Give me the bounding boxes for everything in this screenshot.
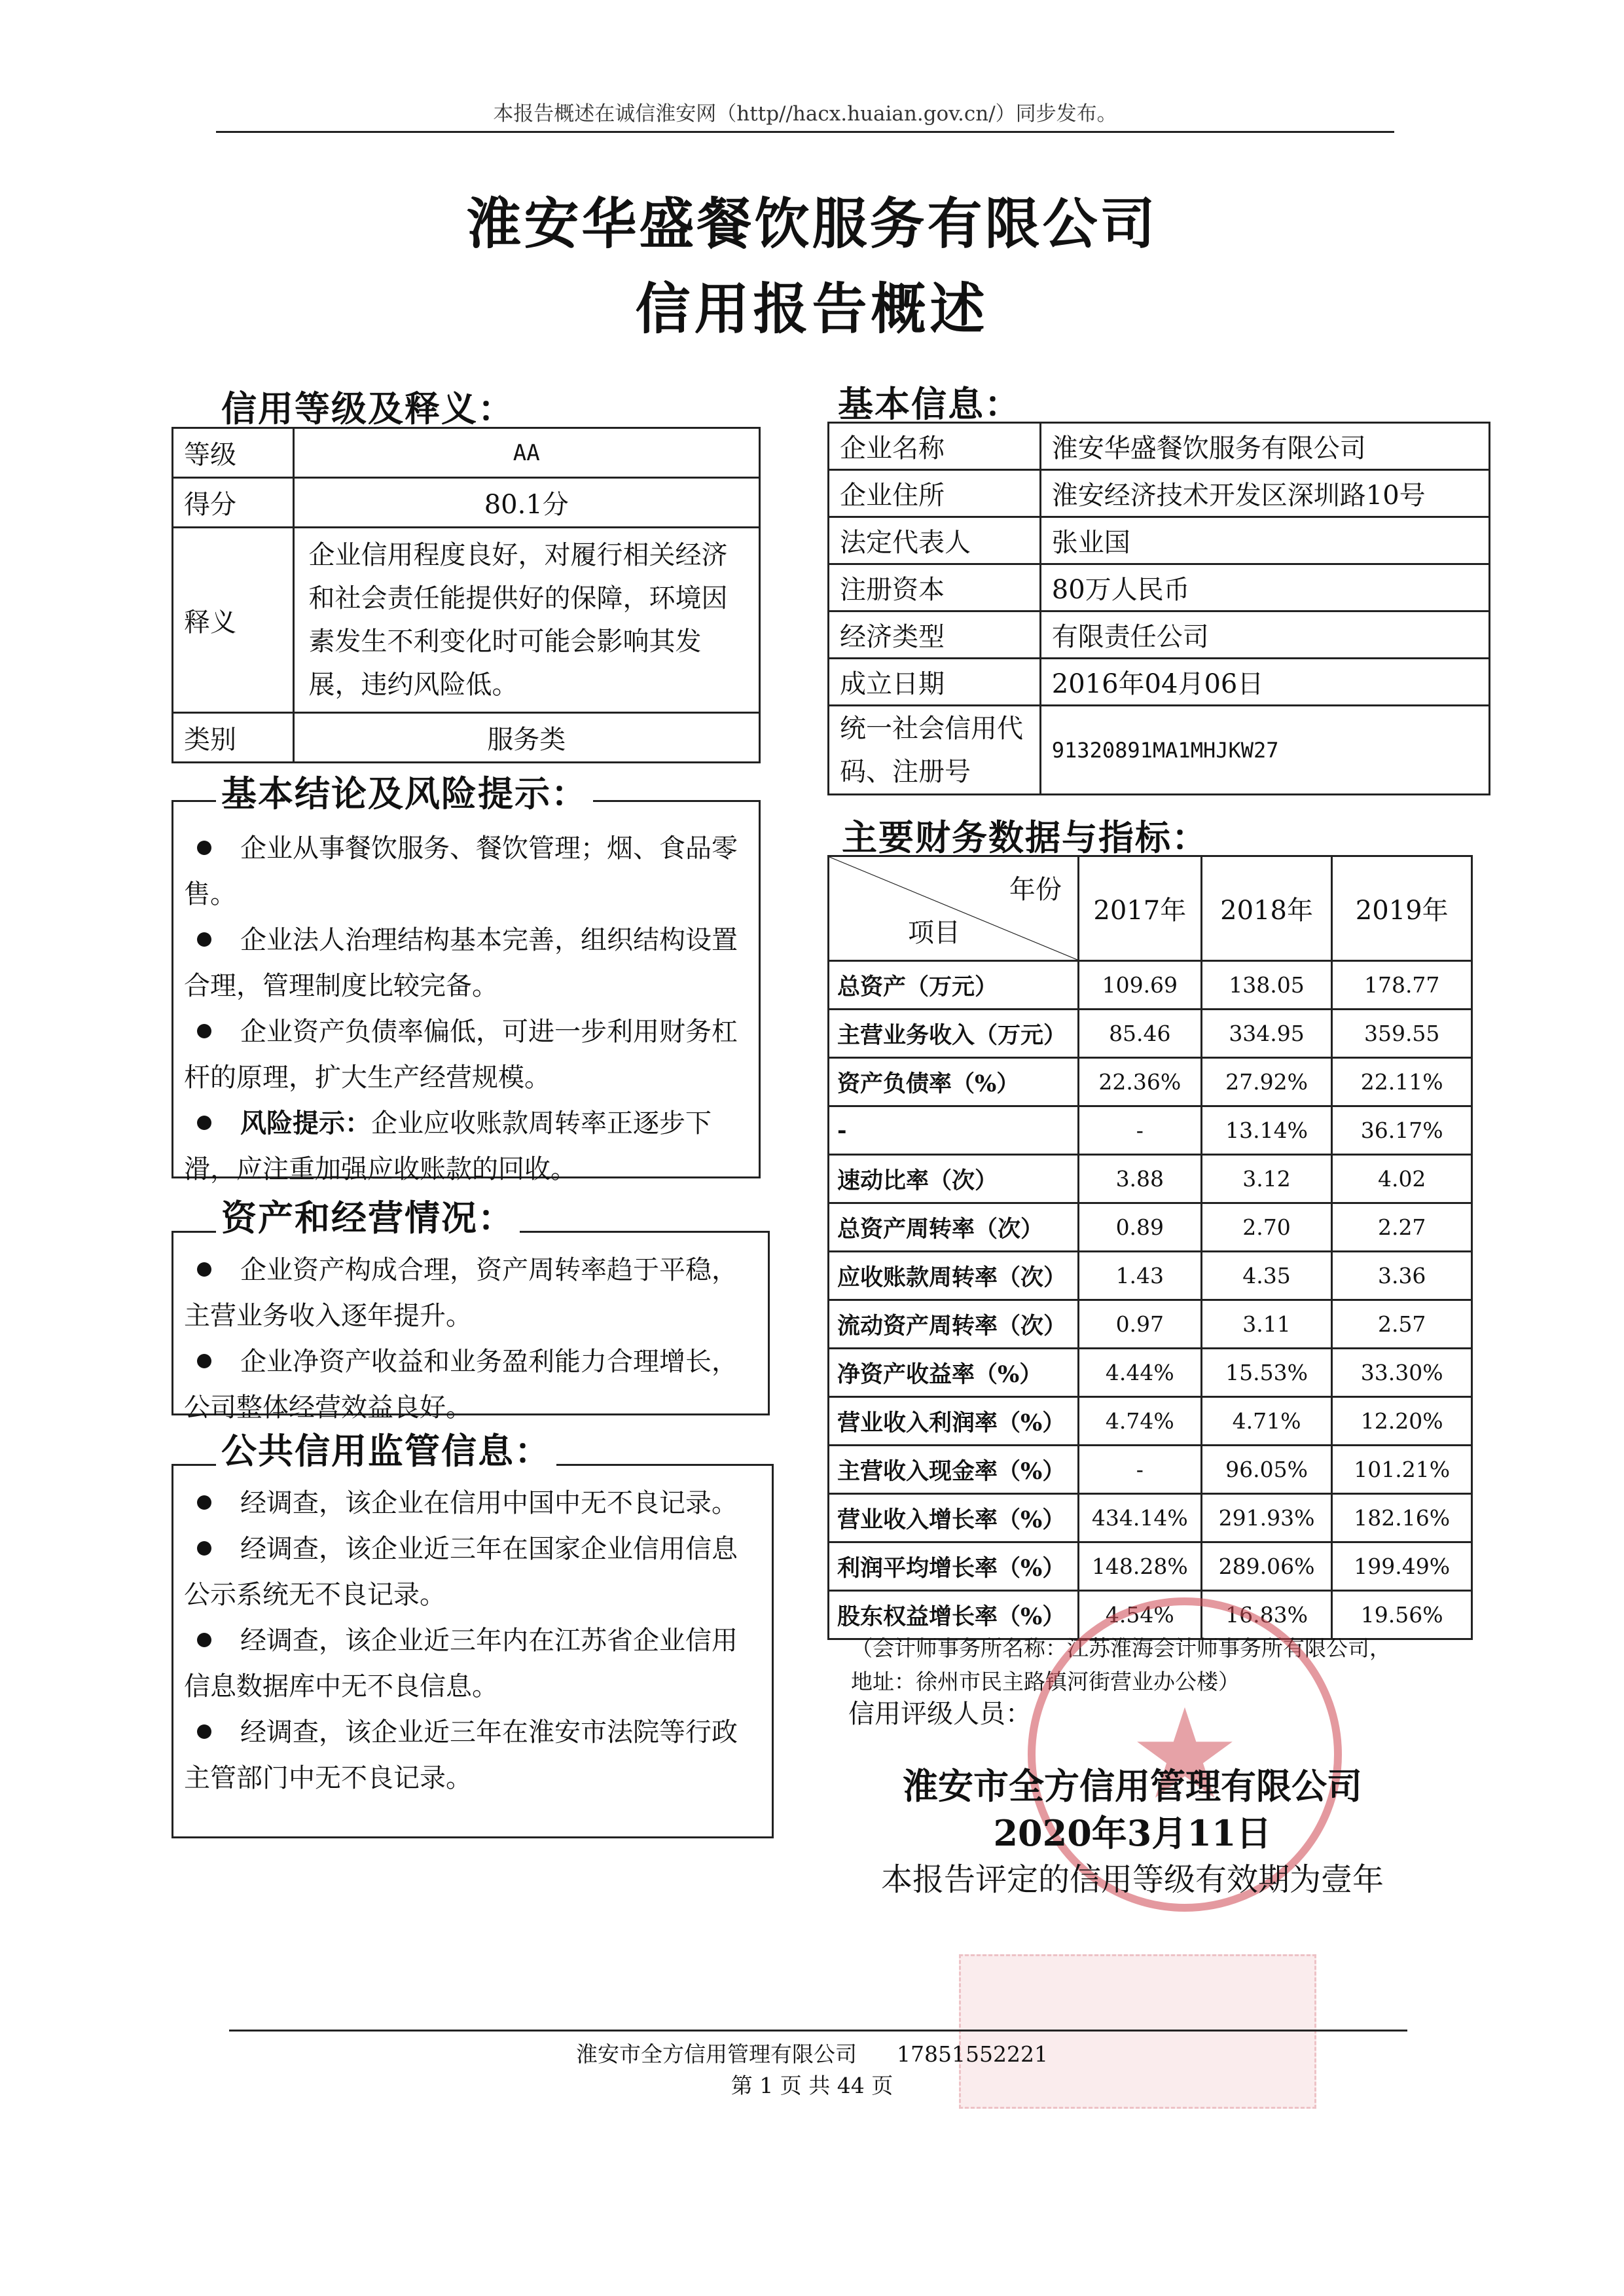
value-cell: 16.83% — [1201, 1591, 1332, 1639]
finance-row — [829, 1010, 1472, 1058]
value-cell: - — [1078, 1446, 1201, 1494]
bullet-icon — [197, 841, 211, 855]
value-cell: 36.17% — [1332, 1106, 1472, 1155]
value-cell: 12.20% — [1332, 1397, 1472, 1446]
value-cell: 199.49% — [1332, 1542, 1472, 1591]
value-cell: 0.97 — [1078, 1300, 1201, 1349]
value-cell: 2.27 — [1332, 1203, 1472, 1252]
finance-row — [829, 1446, 1472, 1494]
row-label: 应收账款周转率（次） — [829, 1252, 1079, 1300]
row-label: 股东权益增长率（%） — [829, 1591, 1079, 1639]
cell-label: 成立日期 — [829, 659, 1041, 706]
risk-item — [184, 1101, 748, 1192]
credit-table — [171, 427, 761, 763]
value-cell: 13.14% — [1201, 1106, 1332, 1155]
value-cell: 359.55 — [1332, 1010, 1472, 1058]
finance-row — [829, 1397, 1472, 1446]
value-cell: 4.71% — [1201, 1397, 1332, 1446]
finance-row — [829, 1542, 1472, 1591]
cell-label: 注册资本 — [829, 564, 1041, 611]
finance-heading: 主要财务数据与指标： — [837, 810, 1214, 860]
bullet-icon — [197, 1495, 211, 1510]
issuer-company: 淮安市全方信用管理有限公司 — [903, 1765, 1362, 1807]
conclusion-heading: 基本结论及风险提示： — [216, 766, 593, 816]
value-cell: 4.74% — [1078, 1397, 1201, 1446]
public-item: 经调查，该企业近三年内在江苏省企业信用信息数据库中无不良信息。 — [184, 1626, 738, 1702]
credit-heading: 信用等级及释义： — [216, 381, 520, 431]
value-cell: 182.16% — [1332, 1494, 1472, 1542]
footer-company: 淮安市全方信用管理有限公司 — [576, 2041, 857, 2067]
conclusion-item: 企业从事餐饮服务、餐饮管理；烟、食品零售。 — [184, 833, 738, 909]
value-cell: 109.69 — [1078, 961, 1201, 1010]
cell-value: 80.1分 — [293, 478, 759, 528]
bullet-icon — [197, 1262, 211, 1277]
value-cell: 4.35 — [1201, 1252, 1332, 1300]
row-label: 净资产收益率（%） — [829, 1349, 1079, 1397]
bullet-icon — [197, 1541, 211, 1556]
finance-row — [829, 1349, 1472, 1397]
footer-rule — [229, 2030, 1407, 2032]
finance-header-row — [829, 856, 1472, 961]
cell-value: 淮安经济技术开发区深圳路10号 — [1040, 470, 1489, 517]
public-item: 经调查，该企业近三年在淮安市法院等行政主管部门中无不良记录。 — [184, 1717, 738, 1793]
cell-value: 张业国 — [1040, 517, 1489, 564]
value-cell: 0.89 — [1078, 1203, 1201, 1252]
cell-value: 有限责任公司 — [1040, 611, 1489, 659]
cell-label: 类别 — [173, 713, 294, 763]
assets-box — [171, 1231, 770, 1423]
accountant-address: 地址：徐州市民主路镇河街营业办公楼） — [851, 1669, 1240, 1694]
row-label: 总资产周转率（次） — [829, 1203, 1079, 1252]
bullet-icon — [197, 932, 211, 947]
basic-info-table — [827, 422, 1490, 795]
header-rule — [216, 131, 1394, 133]
value-cell: 3.36 — [1332, 1252, 1472, 1300]
row-label: 主营收入现金率（%） — [829, 1446, 1079, 1494]
footer-phone: 17851552221 — [897, 2041, 1048, 2067]
cell-label: 得分 — [173, 478, 294, 528]
cell-value: 80万人民币 — [1040, 564, 1489, 611]
cell-value: 企业信用程度良好，对履行相关经济和社会责任能提供好的保障，环境因素发生不利变化时可能会影响其发展，违约风险低。 — [293, 528, 759, 713]
row-label: 主营业务收入（万元） — [829, 1010, 1079, 1058]
corner-item-label: 项目 — [908, 918, 960, 948]
value-cell: 3.11 — [1201, 1300, 1332, 1349]
footer-contact — [0, 2037, 1624, 2068]
risk-text: 企业应收账款周转率正逐步下滑，应注重加强应收账款的回收。 — [184, 1108, 712, 1184]
basic-row — [829, 517, 1490, 564]
value-cell: - — [1078, 1106, 1201, 1155]
row-label: 流动资产周转率（次） — [829, 1300, 1079, 1349]
report-subtitle: 信用报告概述 — [635, 276, 989, 341]
credit-row-grade — [173, 428, 760, 478]
bullet-icon — [197, 1633, 211, 1647]
row-label: - — [829, 1106, 1079, 1155]
public-item: 经调查，该企业近三年在国家企业信用信息公示系统无不良记录。 — [184, 1534, 738, 1610]
assets-item: 企业资产构成合理，资产周转率趋于平稳，主营业务收入逐年提升。 — [184, 1255, 738, 1331]
finance-row — [829, 1058, 1472, 1106]
bullet-icon — [197, 1024, 211, 1038]
value-cell: 33.30% — [1332, 1349, 1472, 1397]
bullet-icon — [197, 1116, 211, 1130]
value-cell: 4.54% — [1078, 1591, 1201, 1639]
finance-row — [829, 1494, 1472, 1542]
issue-date: 2020年3月11日 — [993, 1812, 1272, 1854]
row-label: 总资产（万元） — [829, 961, 1079, 1010]
cell-label: 法定代表人 — [829, 517, 1041, 564]
cell-label: 释义 — [173, 528, 294, 713]
cell-label: 企业名称 — [829, 423, 1041, 470]
credit-row-score — [173, 478, 760, 528]
report-title: 淮安华盛餐饮服务有限公司 — [466, 191, 1158, 256]
value-cell: 27.92% — [1201, 1058, 1332, 1106]
year-header: 2018年 — [1201, 856, 1332, 961]
public-box — [171, 1464, 774, 1838]
cell-value: AA — [293, 428, 759, 478]
value-cell: 4.02 — [1332, 1155, 1472, 1203]
value-cell: 3.88 — [1078, 1155, 1201, 1203]
conclusion-box — [171, 800, 761, 1184]
assets-heading: 资产和经营情况： — [216, 1190, 520, 1241]
row-label: 利润平均增长率（%） — [829, 1542, 1079, 1591]
credit-row-explanation — [173, 528, 760, 713]
cell-value: 91320891MA1MHJKW27 — [1040, 706, 1489, 795]
basic-row — [829, 423, 1490, 470]
cell-label: 经济类型 — [829, 611, 1041, 659]
finance-row — [829, 1155, 1472, 1203]
corner-year-label: 年份 — [1009, 875, 1062, 905]
basic-row — [829, 470, 1490, 517]
value-cell: 19.56% — [1332, 1591, 1472, 1639]
value-cell: 3.12 — [1201, 1155, 1332, 1203]
bullet-icon — [197, 1724, 211, 1739]
row-label: 资产负债率（%） — [829, 1058, 1079, 1106]
accountant-note: （会计师事务所名称：江苏淮海会计师事务所有限公司， — [851, 1635, 1391, 1661]
finance-corner-cell — [829, 856, 1079, 961]
value-cell: 138.05 — [1201, 961, 1332, 1010]
cell-value: 服务类 — [293, 713, 759, 763]
value-cell: 1.43 — [1078, 1252, 1201, 1300]
bullet-icon — [197, 1354, 211, 1368]
cell-label: 企业住所 — [829, 470, 1041, 517]
value-cell: 178.77 — [1332, 961, 1472, 1010]
conclusion-item: 企业法人治理结构基本完善，组织结构设置合理，管理制度比较完备。 — [184, 925, 738, 1001]
public-item: 经调查，该企业在信用中国中无不良记录。 — [184, 1480, 761, 1526]
finance-row — [829, 1252, 1472, 1300]
basic-row — [829, 611, 1490, 659]
validity-note: 本报告评定的信用等级有效期为壹年 — [880, 1861, 1384, 1898]
basic-row — [829, 564, 1490, 611]
page-number: 第 1 页 共 44 页 — [731, 2073, 893, 2098]
finance-table — [827, 855, 1473, 1640]
row-label: 营业收入增长率（%） — [829, 1494, 1079, 1542]
value-cell: 4.44% — [1078, 1349, 1201, 1397]
cell-label: 统一社会信用代码、注册号 — [829, 706, 1041, 795]
value-cell: 434.14% — [1078, 1494, 1201, 1542]
year-header: 2017年 — [1078, 856, 1201, 961]
credit-row-category — [173, 713, 760, 763]
rater-label: 信用评级人员： — [848, 1699, 1032, 1729]
value-cell: 148.28% — [1078, 1542, 1201, 1591]
basic-row — [829, 659, 1490, 706]
basic-heading: 基本信息： — [833, 376, 1026, 427]
basic-row — [829, 706, 1490, 795]
finance-row — [829, 961, 1472, 1010]
value-cell: 289.06% — [1201, 1542, 1332, 1591]
conclusion-item: 企业资产负债率偏低，可进一步利用财务杠杆的原理，扩大生产经营规模。 — [184, 1017, 738, 1093]
publication-note: 本报告概述在诚信淮安网（http//hacx.huaian.gov.cn/）同步发布。 — [493, 102, 1117, 126]
value-cell: 22.11% — [1332, 1058, 1472, 1106]
value-cell: 15.53% — [1201, 1349, 1332, 1397]
public-heading: 公共信用监管信息： — [216, 1423, 556, 1474]
value-cell: 96.05% — [1201, 1446, 1332, 1494]
value-cell: 101.21% — [1332, 1446, 1472, 1494]
row-label: 营业收入利润率（%） — [829, 1397, 1079, 1446]
finance-row — [829, 1203, 1472, 1252]
year-header: 2019年 — [1332, 856, 1472, 961]
assets-item: 企业净资产收益和业务盈利能力合理增长，公司整体经营效益良好。 — [184, 1347, 738, 1423]
value-cell: 334.95 — [1201, 1010, 1332, 1058]
value-cell: 291.93% — [1201, 1494, 1332, 1542]
seal-star-icon: ★ — [1128, 1682, 1241, 1827]
value-cell: 2.70 — [1201, 1203, 1332, 1252]
cell-value: 淮安华盛餐饮服务有限公司 — [1040, 423, 1489, 470]
finance-row — [829, 1106, 1472, 1155]
cell-label: 等级 — [173, 428, 294, 478]
value-cell: 85.46 — [1078, 1010, 1201, 1058]
row-label: 速动比率（次） — [829, 1155, 1079, 1203]
risk-label: 风险提示： — [240, 1108, 371, 1139]
cell-value: 2016年04月06日 — [1040, 659, 1489, 706]
finance-row — [829, 1300, 1472, 1349]
value-cell: 2.57 — [1332, 1300, 1472, 1349]
value-cell: 22.36% — [1078, 1058, 1201, 1106]
